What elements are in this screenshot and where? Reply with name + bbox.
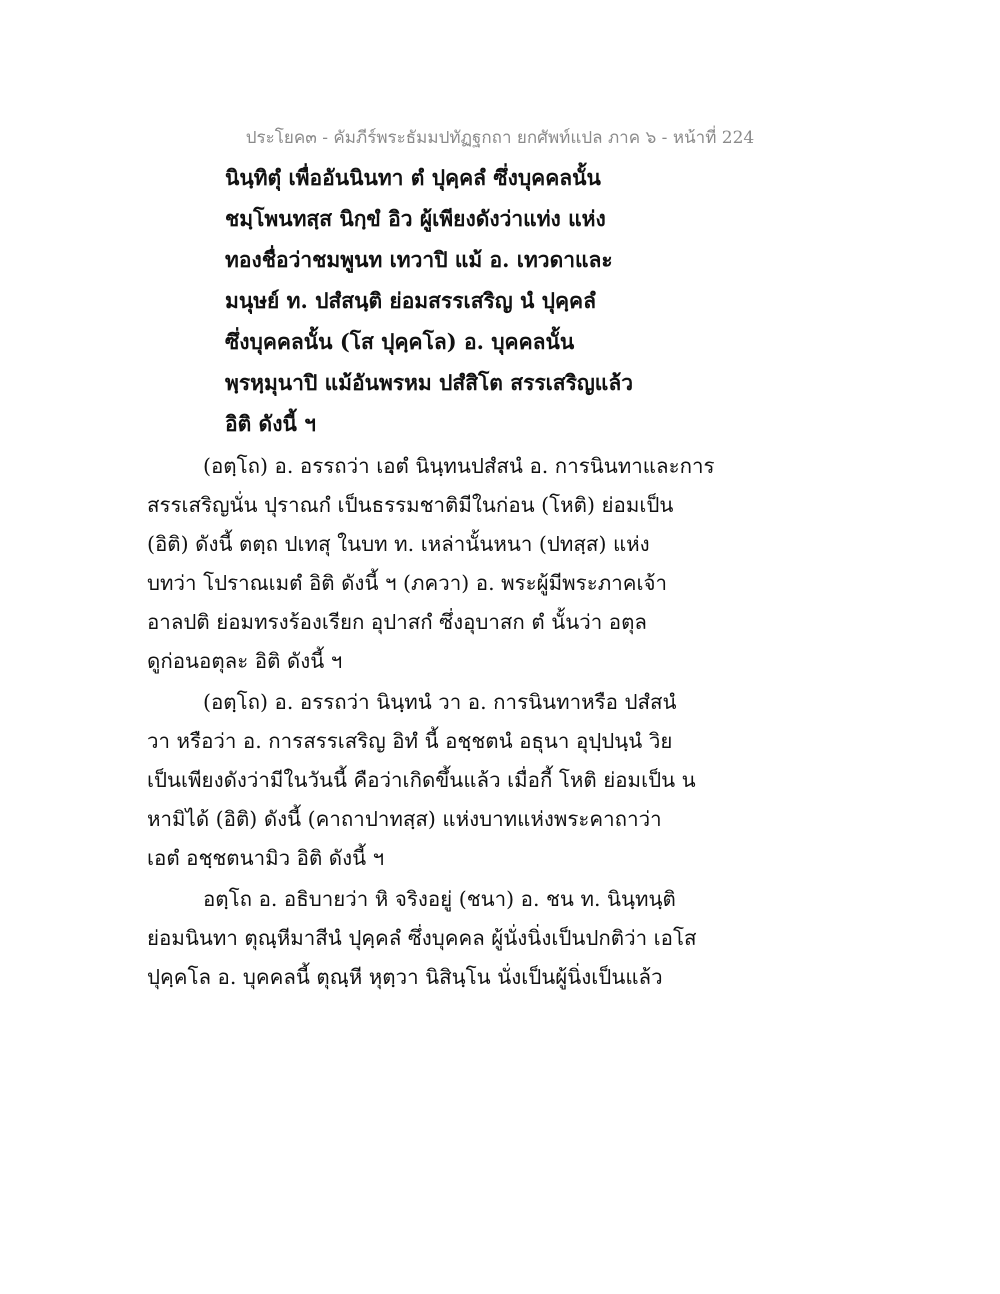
paragraph-2-line: หามิได้ (อิติ) ดังนี้ (คาถาปาทสฺส) แห่งบาทแห่งพระคาถาว่า	[147, 807, 662, 831]
page-header-text: ประโยค๓ - คัมภีร์พระธัมมปทัฏฐกถา ยกศัพท์แปล ภาค ๖ - หน้าที่ 224	[245, 128, 755, 148]
verse-line: พฺรหฺมุนาปิ แม้อันพรหม ปสํสิโต สรรเสริญแล้ว	[225, 370, 633, 395]
verse-line: อิติ ดังนี้ ฯ	[225, 411, 316, 436]
verse-line: ชมฺโพนทสฺส นิกฺขํ อิว ผู้เพียงดังว่าแท่ง แห่ง	[225, 206, 606, 231]
paragraph-2-line: (อตฺโถ) อ. อรรถว่า นินฺทนํ วา อ. การนินทาหรือ ปสํสนํ	[203, 690, 677, 714]
verse-line: นินฺทิตุํ เพื่ออันนินทา ตํ ปุคฺคลํ ซึ่งบุคคลนั้น	[225, 165, 601, 190]
paragraph-1-line: อาลปติ ย่อมทรงร้องเรียก อุปาสกํ ซึ่งอุบาสก ตํ นั้นว่า อตุล	[147, 610, 647, 634]
page-header	[0, 124, 1000, 151]
paragraph-1-line: (อตฺโถ) อ. อรรถว่า เอตํ นินฺทนปสํสนํ อ. การนินทาและการ	[203, 454, 715, 478]
paragraph-3-line: ย่อมนินทา ตุณฺหีมาสีนํ ปุคฺคลํ ซึ่งบุคคล ผู้นั่งนิ่งเป็นปกติว่า เอโส	[147, 926, 697, 950]
paragraph-1-line: (อิติ) ดังนี้ ตตฺถ ปเทสุ ในบท ท. เหล่านั้นหนา (ปทสฺส) แห่ง	[147, 532, 650, 556]
verse-line: ทองชื่อว่าชมพูนท เทวาปิ แม้ อ. เทวดาและ	[225, 247, 613, 272]
paragraph-3-line: ปุคฺคโล อ. บุคคลนี้ ตุณฺหี หุตฺวา นิสินฺโน นั่งเป็นผู้นิ่งเป็นแล้ว	[147, 965, 663, 989]
verse-line: มนุษย์ ท. ปสํสนฺติ ย่อมสรรเสริญ นํ ปุคฺคลํ	[225, 288, 596, 313]
paragraph-1-line: สรรเสริญนั่น ปุราณกํ เป็นธรรมชาติมีในก่อน (โหติ) ย่อมเป็น	[147, 493, 674, 517]
paragraph-2-line: เป็นเพียงดังว่ามีในวันนี้ คือว่าเกิดขึ้นแล้ว เมื่อกี้ โหติ ย่อมเป็น น	[147, 768, 696, 792]
paragraph-1-line: ดูก่อนอตุละ อิติ ดังนี้ ฯ	[147, 649, 343, 673]
verse-line: ซึ่งบุคคลนั้น (โส ปุคฺคโล) อ. บุคคลนั้น	[225, 329, 575, 354]
paragraph-2-line: วา หรือว่า อ. การสรรเสริญ อิทํ นี้ อชฺชตนํ อธุนา อุปฺปนฺนํ วิย	[147, 729, 673, 753]
paragraph-1-line: บทว่า โปราณเมตํ อิติ ดังนี้ ฯ (ภควา) อ. พระผู้มีพระภาคเจ้า	[147, 571, 667, 595]
paragraph-3-line: อตฺโถ อ. อธิบายว่า หิ จริงอยู่ (ชนา) อ. ชน ท. นินฺทนฺติ	[203, 887, 676, 911]
paragraph-2-line: เอตํ อชฺชตนามิว อิติ ดังนี้ ฯ	[147, 846, 385, 870]
